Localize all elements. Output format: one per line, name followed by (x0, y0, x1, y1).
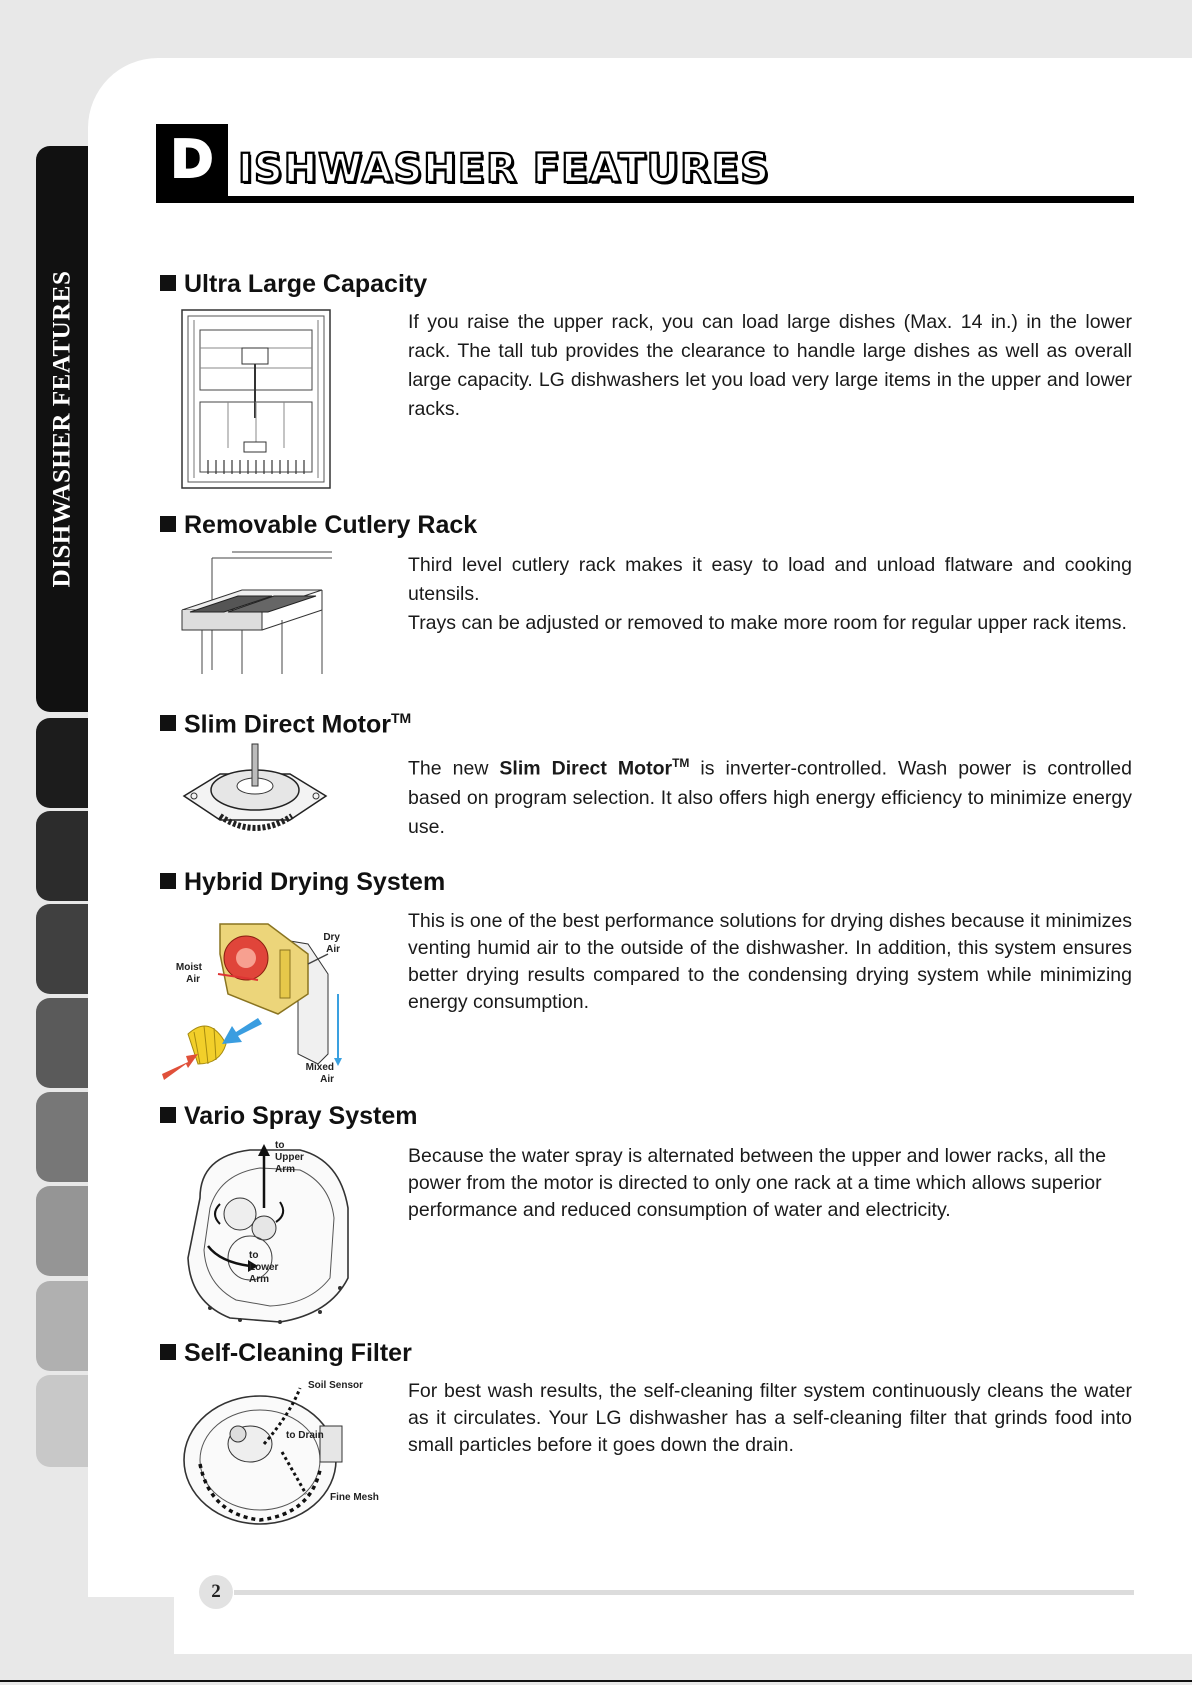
section-heading-motor: Slim Direct Motor™ (160, 710, 411, 739)
bullet-square-icon (160, 1344, 176, 1360)
side-tab-2[interactable] (36, 718, 88, 808)
section-heading-capacity: Ultra Large Capacity (160, 270, 427, 299)
page-number-rule (234, 1590, 1134, 1595)
dry-air-label-2: Air (326, 944, 340, 955)
fine-mesh-label: Fine Mesh (330, 1492, 379, 1503)
lower-arm-label: to (249, 1250, 259, 1261)
dry-air-label: Dry (323, 932, 340, 943)
section-heading-spray: Vario Spray System (160, 1102, 417, 1131)
mixed-air-label-2: Air (320, 1074, 334, 1085)
page-number: 2 (199, 1575, 233, 1609)
section-text-spray: Because the water spray is alternated between the upper and lower racks, all the power from the motor is directed to only one rack at a time which allows superior performance and reduced consumption of water and electricity. (408, 1145, 1107, 1221)
section-text-cutlery: Third level cutlery rack makes it easy to load and unload flatware and cooking utensils. Trays can be adjusted or removed to make more room for regular upper rack items. (408, 554, 1132, 634)
spray-system-illustration (180, 1138, 360, 1326)
section-text-drying: This is one of the best performance solutions for drying dishes because it minimizes venting humid air to the outside of the dishwasher. In addition, this system ensures better drying results compared to the condensing drying system while minimizing energy consumption. (408, 910, 1132, 1013)
soil-sensor-label: Soil Sensor (308, 1380, 364, 1391)
side-tab-label-wrap (36, 146, 88, 712)
drying-system-illustration (158, 914, 358, 1088)
footer-rule (0, 1680, 1192, 1682)
lower-arm-label-3: Arm (249, 1274, 270, 1285)
section-heading-filter: Self-Cleaning Filter (160, 1339, 412, 1368)
motor-illustration (180, 740, 330, 844)
moist-air-label-2: Air (186, 974, 200, 985)
side-tab-7[interactable] (36, 1186, 88, 1276)
page-corner-strip (0, 1597, 174, 1655)
title-initial: D (170, 130, 214, 190)
side-tab-5[interactable] (36, 998, 88, 1088)
page-title (156, 124, 1134, 204)
section-text-motor: The new Slim Direct Motor™ is inverter-controlled. Wash power is controlled based on program selection. It also offers high energy efficiency to minimize energy use. (408, 756, 1132, 838)
section-text-capacity: If you raise the upper rack, you can load large dishes (Max. 14 in.) in the lower rack. The tall tub provides the clearance to handle large dishes as well as overall large capacity. LG dishwashers let you load very large items in the upper and lower racks. (408, 311, 1132, 420)
side-tab-3[interactable] (36, 811, 88, 901)
to-drain-label: to Drain (286, 1430, 324, 1441)
capacity-rack-illustration (180, 308, 332, 490)
lower-arm-label-2: Lower (249, 1262, 279, 1273)
moist-air-label: Moist (175, 962, 202, 973)
side-tab-4[interactable] (36, 904, 88, 994)
section-heading-cutlery: Removable Cutlery Rack (160, 511, 477, 540)
bullet-square-icon (160, 516, 176, 532)
side-tab-label: DISHWASHER FEATURES (48, 270, 76, 588)
filter-illustration (180, 1374, 384, 1530)
side-tab-8[interactable] (36, 1281, 88, 1371)
upper-arm-label-3: Arm (275, 1164, 296, 1175)
bullet-square-icon (160, 1107, 176, 1123)
title-text: ISHWASHER FEATURES (238, 146, 770, 192)
side-tab-6[interactable] (36, 1092, 88, 1182)
title-rule (156, 196, 1134, 203)
section-text-filter: For best wash results, the self-cleaning filter system continuously cleans the water as it circulates. Your LG dishwasher has a self-cleaning filter that grinds food into small particles before it goes down the drain. (408, 1380, 1132, 1456)
bullet-square-icon (160, 715, 176, 731)
upper-arm-label: to (275, 1140, 285, 1151)
mixed-air-label: Mixed (305, 1062, 334, 1073)
side-tab-9[interactable] (36, 1375, 88, 1467)
section-heading-drying: Hybrid Drying System (160, 868, 445, 897)
bullet-square-icon (160, 873, 176, 889)
upper-arm-label-2: Upper (275, 1152, 304, 1163)
bullet-square-icon (160, 275, 176, 291)
cutlery-rack-illustration (172, 550, 332, 674)
